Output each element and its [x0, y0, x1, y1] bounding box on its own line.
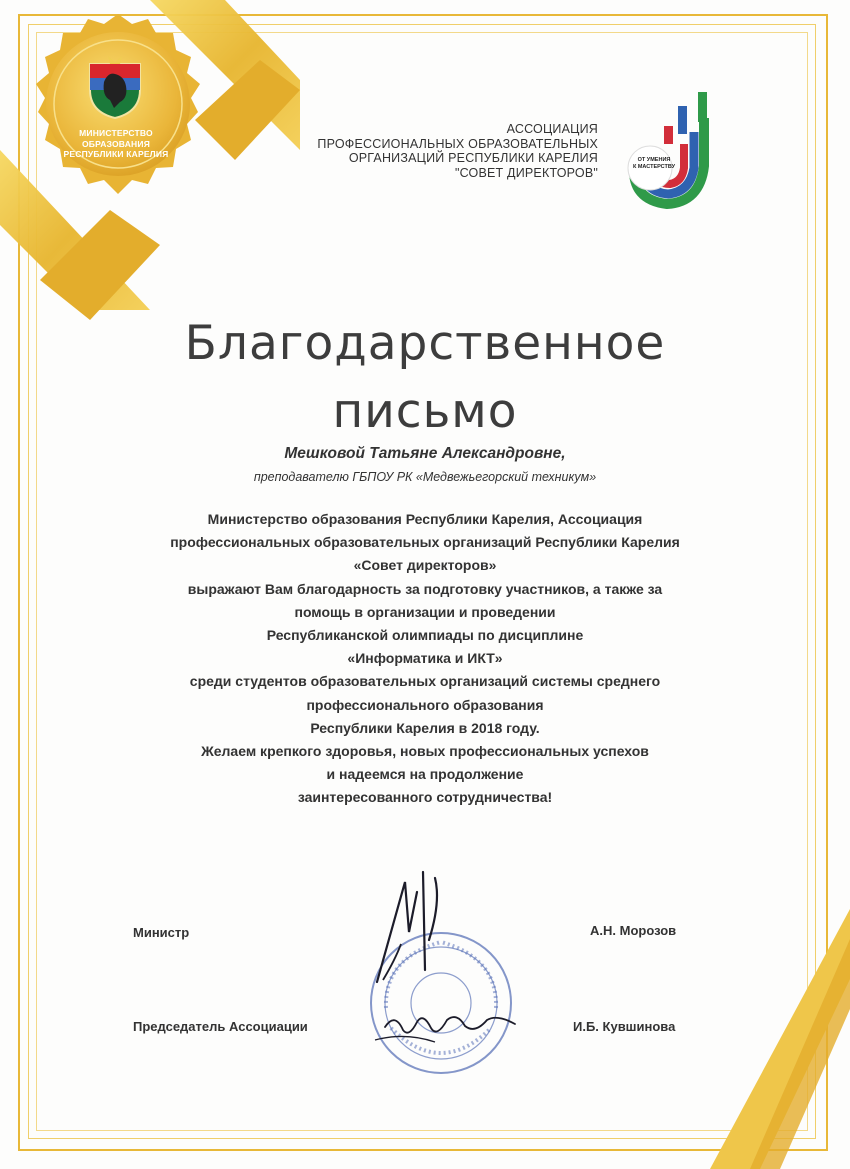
association-line: АССОЦИАЦИЯ	[506, 122, 598, 136]
association-line: "СОВЕТ ДИРЕКТОРОВ"	[454, 165, 598, 180]
seal-text-line: МИНИСТЕРСТВО	[79, 128, 153, 138]
body-line: выражают Вам благодарность за подготовку участников, а также за	[187, 580, 663, 597]
body-line: среди студентов образовательных организаций системы среднего	[189, 673, 661, 690]
association-logo-text	[622, 157, 686, 170]
body-line: и надеемся на продолжение	[326, 766, 524, 783]
body-line: профессиональных образовательных организаций Республики Карелия	[170, 534, 680, 551]
chair-title: Председатель Ассоциации	[133, 1019, 308, 1034]
body-line: Министерство образования Республики Карелия, Ассоциация	[207, 511, 643, 527]
handwritten-signatures-icon	[365, 862, 525, 1052]
document-title-line2: письмо	[332, 384, 518, 439]
gold-ribbon-seal-icon	[0, 0, 300, 330]
body-line: «Совет директоров»	[353, 557, 497, 574]
association-line: ОРГАНИЗАЦИЙ РЕСПУБЛИКИ КАРЕЛИЯ	[348, 151, 598, 165]
minister-title: Министр	[133, 925, 190, 940]
seal-text-line: РЕСПУБЛИКИ КАРЕЛИЯ	[63, 149, 169, 159]
logo-text-line: ОТ УМЕНИЯ	[637, 157, 671, 163]
minister-name: А.Н. Морозов	[590, 923, 677, 938]
chair-name: И.Б. Кувшинова	[573, 1019, 676, 1034]
letter-body	[100, 508, 750, 810]
association-header	[317, 122, 598, 180]
logo-text-line: К МАСТЕРСТВУ	[632, 163, 676, 170]
karelia-coat-of-arms-icon	[84, 56, 146, 120]
recipient-name: Мешковой Татьяне Александровне,	[284, 445, 566, 462]
body-line: Республики Карелия в 2018 году.	[310, 719, 540, 736]
gold-ribbon-corner-icon	[710, 909, 850, 1169]
body-line: заинтересованного сотрудничества!	[297, 789, 553, 806]
body-line: помощь в организации и проведении	[294, 603, 556, 620]
seal-text-line: ОБРАЗОВАНИЯ	[81, 138, 151, 149]
body-line: Желаем крепкого здоровья, новых профессиональных успехов	[201, 743, 649, 760]
body-line: профессионального образования	[306, 696, 544, 713]
body-line: «Информатика и ИКТ»	[347, 650, 503, 667]
document-title-line1: Благодарственное	[184, 316, 666, 371]
ministry-seal-text	[36, 128, 196, 160]
association-line: ПРОФЕССИОНАЛЬНЫХ ОБРАЗОВАТЕЛЬНЫХ	[317, 136, 598, 151]
body-line: Республиканской олимпиады по дисциплине	[266, 627, 584, 644]
association-logo-icon	[612, 88, 722, 213]
recipient-position: преподавателю ГБПОУ РК «Медвежьегорский техникум»	[253, 470, 597, 484]
